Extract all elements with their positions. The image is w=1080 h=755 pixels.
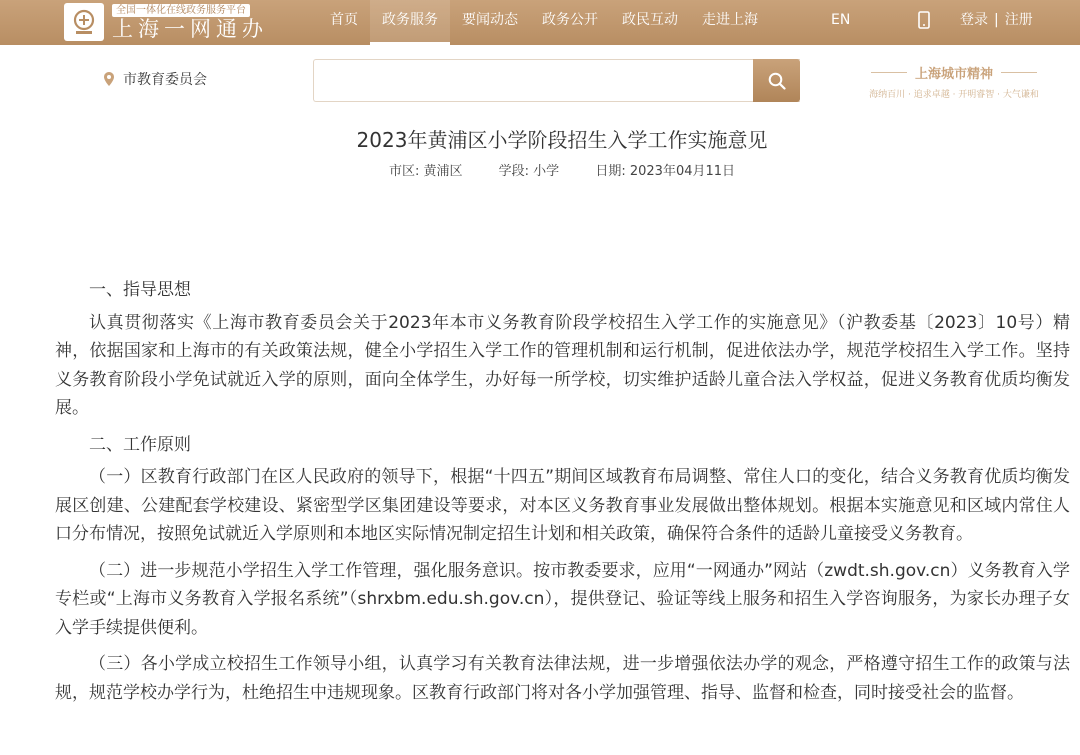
login-link[interactable]: 登录	[960, 12, 988, 28]
location-label: 市教育委员会	[123, 72, 207, 88]
nav-about-shanghai[interactable]: 走进上海	[702, 12, 758, 28]
language-switch[interactable]: EN	[831, 12, 851, 28]
nav-open-gov[interactable]: 政务公开	[542, 12, 598, 28]
search-input[interactable]	[314, 60, 800, 101]
location-pin-icon	[104, 72, 114, 86]
city-spirit-banner	[848, 63, 1060, 100]
logo-emblem-icon	[64, 3, 104, 41]
paragraph: （三）各小学成立校招生工作领导小组，认真学习有关教育法律法规，进一步增强依法办学的观念，严格遵守招生工作的政策与法规，规范学校办学行为，杜绝招生中违规现象。区教育行政部门将对各小学加强管理、指导、监督和检查，同时接受社会的监督。	[55, 654, 1070, 703]
paragraph: （一）区教育行政部门在区人民政府的领导下，根据“十四五”期间区域教育布局调整、常住人口的变化，结合义务教育优质均衡发展区创建、公建配套学校建设、紧密型学区集团建设等要求，对本区义务教育事业发展做出整体规划。根据本实施意见和区域内常住人口分布情况，按照免试就近入学原则和本地区实际情况制定招生计划和相关政策，确保符合条件的适龄儿童接受义务教育。	[55, 467, 1070, 544]
nav-news[interactable]: 要闻动态	[462, 12, 518, 28]
paragraph: （二）进一步规范小学招生入学工作管理，强化服务意识。按市教委要求，应用“一网通办”网站（zwdt.sh.gov.cn）义务教育入学专栏或“上海市义务教育入学报名系统”（shrxbm.edu.sh.gov.cn），提供登记、验证等线上服务和招生入学咨询服务，为家长办理子女入学手续提供便利。	[55, 560, 1070, 638]
date-label: 日期:	[595, 164, 626, 179]
search-icon	[768, 72, 786, 90]
article-body	[55, 276, 1070, 715]
article-title: 2023年黄浦区小学阶段招生入学工作实施意见	[356, 128, 768, 152]
nav-services[interactable]: 政务服务	[370, 0, 450, 45]
district-label: 市区:	[388, 164, 420, 179]
nav-interaction[interactable]: 政民互动	[622, 12, 678, 28]
district-value: 黄浦区	[423, 164, 463, 179]
nav-home[interactable]: 首页	[330, 12, 358, 28]
date-value: 2023年04月11日	[629, 164, 736, 179]
logo-title: 上海一网通办	[112, 16, 268, 41]
divider-line	[871, 72, 907, 73]
divider-line	[1001, 72, 1037, 73]
logo-subtitle: 全国一体化在线政务服务平台	[112, 4, 250, 17]
stage-label: 学段:	[498, 164, 530, 179]
main-nav	[318, 0, 770, 45]
city-spirit-slogan: 海纳百川 · 追求卓越 · 开明睿智 · 大气谦和	[869, 90, 1039, 100]
section-heading: 一、指导思想	[89, 280, 191, 300]
city-spirit-title: 上海城市精神	[914, 67, 993, 82]
search-box	[313, 59, 800, 102]
location-selector[interactable]	[104, 69, 207, 89]
paragraph: 认真贯彻落实《上海市教育委员会关于2023年本市义务教育阶段学校招生入学工作的实施意见》（沪教委基〔2023〕10号）精神，依据国家和上海市的有关政策法规，健全小学招生入学工作的管理机制和运行机制，促进依法办学，规范学校招生入学工作。坚持义务教育阶段小学免试就近入学的原则，面向全体学生，办好每一所学校，切实维护适龄儿童合法入学权益，促进义务教育优质均衡发展。	[55, 312, 1070, 418]
top-navigation-bar	[0, 0, 1080, 45]
mobile-phone-icon[interactable]	[918, 11, 930, 29]
auth-links	[960, 0, 1033, 45]
stage-value: 小学	[533, 164, 560, 179]
search-button[interactable]	[753, 59, 800, 102]
auth-separator: |	[994, 12, 999, 28]
section-heading: 二、工作原则	[89, 434, 191, 455]
site-logo[interactable]	[64, 2, 268, 42]
register-link[interactable]: 注册	[1004, 12, 1033, 28]
article-meta	[0, 160, 1080, 179]
